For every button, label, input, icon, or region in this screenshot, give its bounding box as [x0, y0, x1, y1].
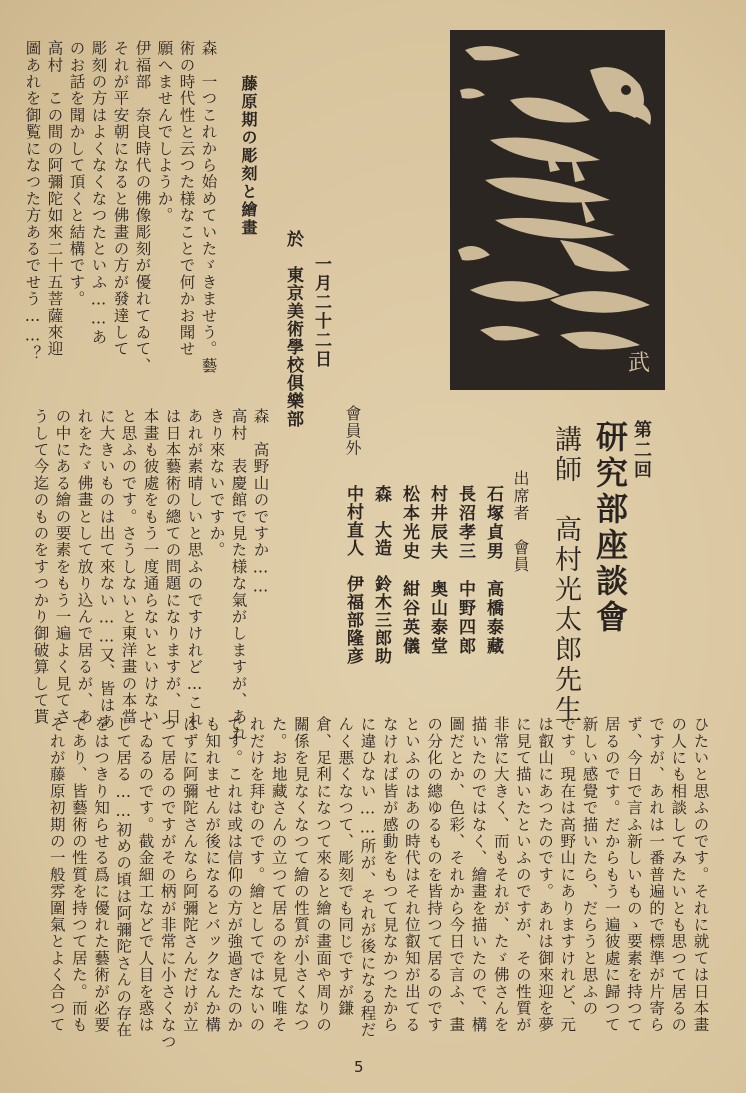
text-column: です。これは或は信仰の方が強過ぎたのか: [225, 716, 244, 1034]
text-column: 本畫も彼處をもう一度通らないといけない: [141, 408, 160, 726]
text-column: 森 一つこれから始めていたゞきませう。藝: [199, 40, 218, 374]
attendee-column: 松本光史 紺谷英儀: [399, 485, 419, 656]
attendee-column: 森 大造 鈴木三郎助: [371, 485, 391, 665]
text-column: のお話を聞かして頂くと結構です。: [67, 40, 86, 308]
attendee-column: 中村直人 伊福部隆彦: [343, 485, 363, 665]
text-column: 高村 この間の阿彌陀如來二十五菩薩來迎: [45, 40, 64, 358]
text-column: それが藤原初期の一般雰圍氣とよく合つて: [47, 716, 66, 1034]
text-column: をはつきり知らせる爲に優れた藝術が必要: [92, 716, 111, 1034]
text-column: つて居るのですがその柄が非常に小さくなつ: [158, 716, 177, 1050]
text-column: あれが素晴しいと思ふのですけれど…これ: [185, 408, 204, 728]
attendee-column: 村井辰夫 奥山泰堂: [427, 485, 447, 656]
text-column: であり、皆藝術の性質を持つて居た。而も: [69, 716, 88, 1034]
attendees-outside-label: 會員外: [343, 405, 362, 457]
text-column: 居るのです。だからもう一遍彼處に歸つて: [602, 716, 621, 1034]
text-column: はずに阿彌陀さんなら阿彌陀さんだけが立: [180, 716, 199, 1034]
meeting-date: 一月二十二日: [311, 255, 331, 369]
text-column: てゐるのです。截金細工などで人目を惑は: [136, 716, 155, 1034]
text-column: 高村 表慶館で見た様な氣がしますが、あれ: [229, 408, 248, 742]
text-column: に見て描いたといふのですが、その性質が: [513, 716, 532, 1034]
text-column: です。現在は高野山にありますけれど、元: [558, 716, 577, 1034]
text-column: 圖あれを御覧になつた方あるでせう……？: [23, 40, 42, 363]
text-column: 森 高野山のですか……: [251, 408, 270, 597]
eagle-woodcut-image: [450, 30, 665, 390]
attendees-label: 出席者 會員: [511, 470, 530, 574]
text-column: の中にある繪の要素をもう一遍よく見てさ: [53, 408, 72, 726]
text-column: なければ皆が感動をもつて見なかつたから: [380, 716, 399, 1034]
attendee-column: 石塚貞男 高橋泰藏: [483, 485, 503, 656]
text-column: 彫刻の方はよくなくなつたといふ……あ: [89, 40, 108, 346]
text-column: 伊福部 奈良時代の佛像彫刻が優れてゐて、: [133, 40, 152, 374]
text-column: に違ひない……所が、それが後になる程だ: [358, 716, 377, 1039]
text-column: と思ふのです。さうしないと東洋畫の本當: [119, 408, 138, 726]
text-column: れだけを拜むのです。繪としてではないの: [247, 716, 266, 1034]
text-column: 新しい感覺で描いたら、だらうと思ふの: [580, 716, 599, 1017]
text-column: それが平安朝になると佛畫の方が發達して: [111, 40, 130, 358]
page-title: 研究部座談會: [591, 420, 629, 636]
section-title: 藤原期の彫刻と繪畫: [239, 75, 258, 237]
text-column: といふのはあの時代はそれ位叡知が出てる: [402, 716, 421, 1034]
text-column: は日本藝術の總ての問題になりますが、日: [163, 408, 182, 726]
page-number: 5: [354, 1058, 364, 1076]
text-column: 術の時代性と云つた様なことで何かお聞せ: [177, 40, 196, 358]
text-column: きり來ないですか。: [207, 408, 226, 559]
text-column: 關係を見なくなつて繪の性質が小さくなつ: [291, 716, 310, 1034]
attendee-column: 長沼孝三 中野四郎: [455, 485, 475, 656]
session-number: 第二回: [631, 420, 652, 480]
text-column: 倉、足利になつて來ると繪の畫面や周りの: [314, 716, 333, 1034]
text-column: うして今迄のものをすつかり御破算して貰: [31, 408, 50, 726]
seal-mark: 武: [628, 351, 651, 376]
text-column: ず、今日で言ふ新しいものゝ要素を持つて: [624, 716, 643, 1034]
text-column: に大きいものは出て來ない……又、皆はあ: [97, 408, 116, 731]
text-column: は叡山にあつたのです。あれは御來迎を夢: [536, 716, 555, 1034]
lecturer-line: 講師 高村光太郎先生: [550, 425, 581, 725]
text-column: の人にも相談してみたいとも思つて居るの: [669, 716, 688, 1034]
text-column: して居る……初めの頃は阿彌陀さんの存在: [114, 716, 133, 1039]
text-column: んく悪くなつて、彫刻でも同じですが鎌: [336, 716, 355, 1017]
meeting-venue: 於 東京美術學校倶樂部: [283, 230, 303, 428]
text-column: た。お地藏さんの立つて居るのを見て唯そ: [269, 716, 288, 1034]
text-column: ですが、あれは一番普遍的で標準が片寄ら: [647, 716, 666, 1034]
text-column: 描いたのではなく、繪畫を描いたので、構: [469, 716, 488, 1034]
text-column: も知れませんが後になるとバックなんか構: [203, 716, 222, 1034]
text-column: ひたいと思ふのです。それに就ては日本畫: [691, 716, 710, 1034]
text-column: 願へませんでしようか。: [155, 40, 174, 224]
text-column: れをたゞ佛畫として放り込んで居るが、あ: [75, 408, 94, 726]
text-column: 非常に大きく、而もそれが、たゞ佛さんを: [491, 716, 510, 1034]
text-column: の分化の總ゆるものを皆持つて居るのです: [425, 716, 444, 1034]
text-column: 圖だとか、色彩、それから今日で言ふ、畫: [447, 716, 466, 1034]
